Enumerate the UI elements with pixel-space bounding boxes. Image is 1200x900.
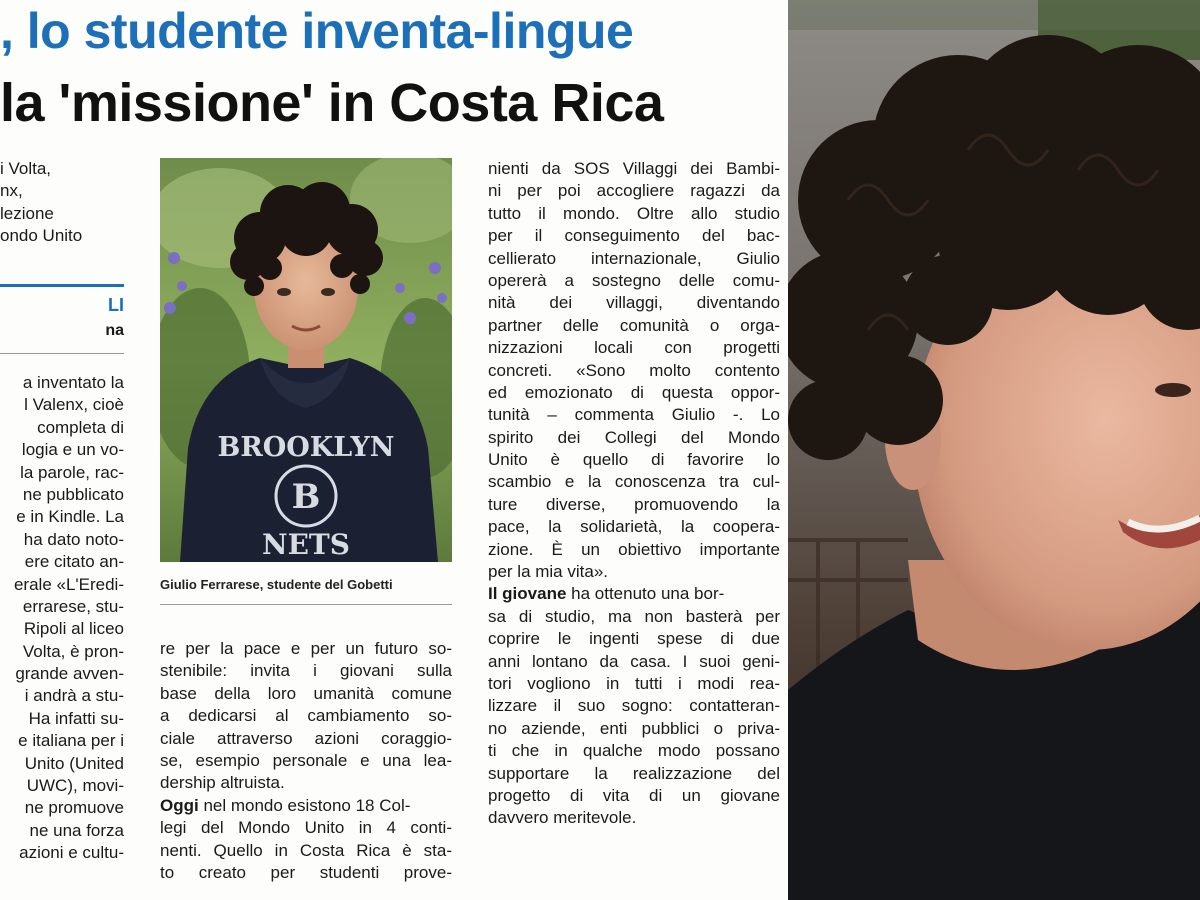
text-line: scambio e la conoscenza tra cul- — [488, 472, 780, 492]
text-line: grande avven- — [15, 664, 124, 684]
text-line: dership altruista. — [160, 773, 285, 793]
text-line: per la mia vita». — [488, 562, 608, 582]
portrait-photo — [788, 0, 1200, 900]
text-line: ture diverse, promuovendo la — [488, 494, 780, 514]
text-line: partner delle comunità o orga- — [488, 315, 780, 335]
article-column-3 — [488, 158, 780, 830]
text-line: zione. È un obiettivo importante — [488, 539, 780, 559]
byline-city: na — [105, 322, 124, 339]
text-line: lizzare il suo sogno: contatteran- — [488, 696, 780, 716]
text-line: davvero meritevole. — [488, 808, 637, 828]
text-line: tori vogliono in tutti i modi rea- — [488, 673, 780, 693]
text-line: concreti. «Sono molto contento — [488, 360, 780, 380]
text-line: ne pubblicato — [22, 484, 124, 504]
text-line: Unito (United — [24, 753, 124, 773]
text-line: a dedicarsi al cambiamento so- — [160, 706, 452, 726]
sweatshirt-text-bottom: NETS — [262, 528, 350, 561]
subhead-line: ondo Unito — [0, 226, 83, 246]
text-line: coprire le ingenti spese di due — [488, 629, 780, 649]
text-line: errarese, stu- — [22, 596, 124, 616]
text-line: se, esempio personale e una lea- — [160, 750, 452, 770]
subhead-line: lezione — [0, 203, 54, 223]
text-line: ed emozionato di questa oppor- — [488, 382, 780, 402]
text-line: ciale attraverso azioni coraggio- — [160, 728, 452, 748]
subhead — [0, 158, 122, 248]
text-line: nienti da SOS Villaggi dei Bambi- — [488, 159, 780, 178]
text-line: Unito è quello di favorire lo — [488, 450, 780, 470]
byline-rule — [0, 284, 124, 287]
text-run: ha ottenuto una bor- — [566, 584, 725, 604]
article-column-1 — [0, 372, 124, 865]
text-line: spirito dei Collegi del Mondo — [488, 427, 780, 447]
text-run: nel mondo esistono 18 Col- — [198, 795, 411, 815]
photo-caption: Giulio Ferrarese, studente del Gobetti — [160, 577, 393, 592]
text-line: anni lontano da casa. I suoi geni- — [488, 651, 780, 671]
text-line: azioni e cultu- — [19, 843, 124, 863]
text-line — [488, 583, 780, 605]
text-line: tunità – commenta Giulio -. Lo — [488, 405, 780, 425]
text-line: ere citato an- — [24, 552, 124, 572]
text-line: e italiana per i — [18, 731, 124, 751]
sweatshirt-text-top: BROOKLYN — [217, 432, 395, 463]
text-line: UWC), movi- — [26, 776, 124, 796]
text-line: Ripoli al liceo — [23, 619, 124, 639]
article-photo — [160, 158, 452, 562]
text-line: re per la pace e per un futuro so- — [160, 639, 452, 658]
text-line: opererà a sostegno delle comu- — [488, 270, 780, 290]
text-line: tutto il mondo. Oltre allo studio — [488, 203, 780, 223]
byline-divider — [0, 353, 124, 354]
text-line: ne una forza — [29, 820, 124, 840]
text-line: logia e un vo- — [21, 440, 124, 460]
text-line: completa di — [37, 417, 124, 437]
subhead-line: i Volta, — [0, 159, 52, 178]
text-line: i andrà a stu- — [24, 686, 124, 706]
text-line: pace, la solidarietà, la coopera- — [488, 517, 780, 537]
text-line: to creato per studenti prove- — [160, 862, 452, 882]
text-line: per il conseguimento del bac- — [488, 226, 780, 246]
headline-line-2: la 'missione' in Costa Rica — [0, 73, 664, 133]
text-line: ha dato noto- — [23, 529, 124, 549]
text-line: la parole, rac- — [20, 462, 124, 482]
text-line: a inventato la — [22, 373, 124, 392]
text-line: ti che in qualche modo possano — [488, 741, 780, 761]
text-line: Volta, è pron- — [22, 641, 124, 661]
text-line: nità dei villaggi, diventando — [488, 293, 780, 313]
caption-divider — [160, 604, 452, 605]
text-line: ne promuove — [24, 798, 124, 818]
text-line: no aziende, enti pubblici o priva- — [488, 718, 780, 738]
text-line: sa di studio, ma non basterà per — [488, 606, 780, 626]
headline-line-1: , lo studente inventa-lingue — [0, 3, 634, 59]
article-column-2 — [160, 638, 452, 884]
paragraph-lead: Il giovane — [488, 584, 567, 604]
byline-author: LI — [108, 295, 124, 315]
text-line: l Valenx, cioè — [24, 395, 124, 415]
text-line: ni per poi accogliere ragazzi da — [488, 181, 780, 201]
text-line: legi del Mondo Unito in 4 conti- — [160, 818, 452, 838]
text-line: nenti. Quello in Costa Rica è sta- — [160, 840, 452, 860]
text-line: Ha infatti su- — [28, 708, 124, 728]
text-line: base della loro umanità comune — [160, 683, 452, 703]
sweatshirt-logo-letter: B — [291, 477, 321, 517]
text-line: erale «L'Eredi- — [13, 574, 124, 594]
text-line: progetto di vita di un giovane — [488, 785, 780, 805]
text-line — [160, 795, 452, 817]
subhead-line: nx, — [0, 181, 23, 201]
text-line: stenibile: invita i giovani sulla — [160, 661, 452, 681]
paragraph-lead: Oggi — [160, 795, 199, 815]
text-line: cellierato internazionale, Giulio — [488, 248, 780, 268]
text-line: nizzazioni locali con progetti — [488, 338, 780, 358]
text-line: supportare la realizzazione del — [488, 763, 780, 783]
text-line: e in Kindle. La — [16, 507, 124, 527]
